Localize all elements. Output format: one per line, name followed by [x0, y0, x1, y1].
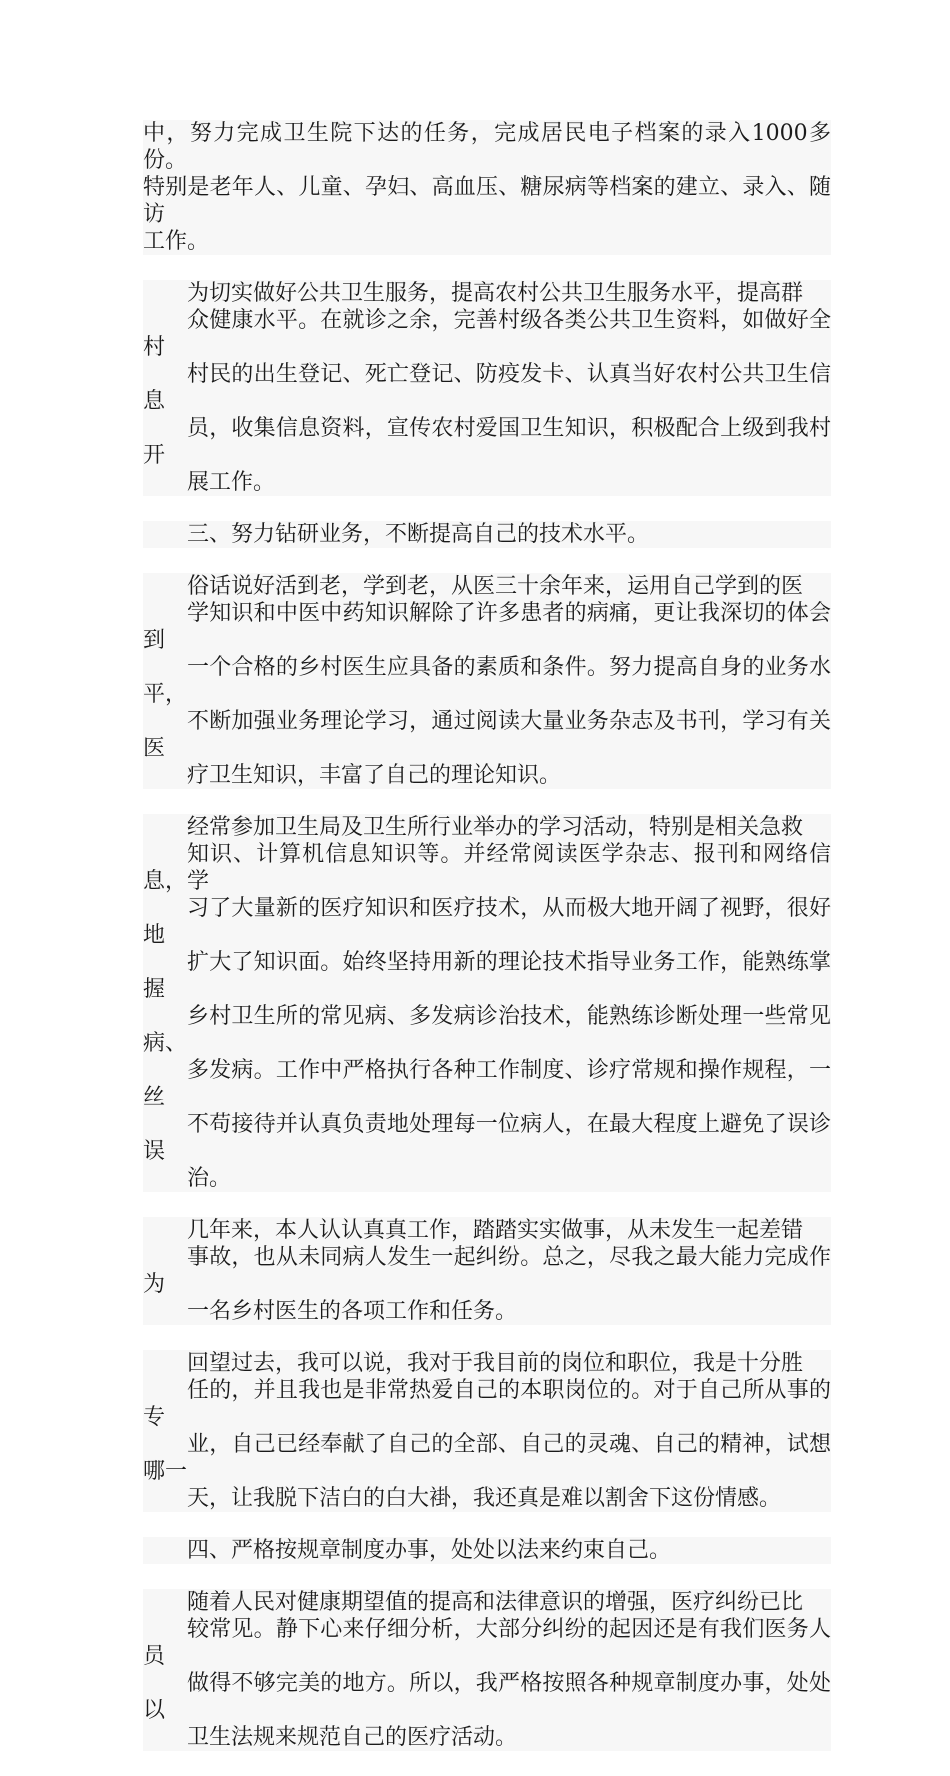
text-line: 为切实做好公共卫生服务，提高农村公共卫生服务水平，提高群	[187, 281, 804, 306]
paragraph	[143, 1217, 831, 1325]
text-line: 卫生法规来规范自己的医疗活动。	[187, 1725, 518, 1750]
text-line: 俗话说好活到老，学到老，从医三十余年来，运用自己学到的医	[187, 574, 804, 599]
text-line: 众健康水平。在就诊之余，完善村级各类公共卫生资料，如做好全村	[143, 308, 831, 360]
text-line: 习了大量新的医疗知识和医疗技术，从而极大地开阔了视野，很好地	[143, 896, 831, 948]
text-line: 扩大了知识面。始终坚持用新的理论技术指导业务工作，能熟练掌握	[143, 950, 831, 1002]
text-line: 中，努力完成卫生院下达的任务，完成居民电子档案的录入1000多份。	[143, 121, 831, 173]
paragraph	[143, 573, 831, 789]
paragraph	[143, 1350, 831, 1512]
section-heading	[143, 1537, 831, 1564]
paragraph	[143, 1589, 831, 1751]
text-line: 员，收集信息资料，宣传农村爱国卫生知识，积极配合上级到我村开	[143, 416, 831, 468]
text-line: 村民的出生登记、死亡登记、防疫发卡、认真当好农村公共卫生信息	[143, 362, 831, 414]
text-line: 不苟接待并认真负责地处理每一位病人，在最大程度上避免了误诊误	[143, 1112, 831, 1164]
text-line: 多发病。工作中严格执行各种工作制度、诊疗常规和操作规程，一丝	[143, 1058, 831, 1110]
text-line: 乡村卫生所的常见病、多发病诊治技术，能熟练诊断处理一些常见病、	[143, 1004, 831, 1056]
text-line: 几年来，本人认认真真工作，踏踏实实做事，从未发生一起差错	[187, 1218, 804, 1243]
text-line: 疗卫生知识，丰富了自己的理论知识。	[187, 763, 562, 788]
text-line: 做得不够完美的地方。所以，我严格按照各种规章制度办事，处处以	[143, 1671, 831, 1723]
text-line: 四、严格按规章制度办事，处处以法来约束自己。	[187, 1538, 672, 1563]
text-line: 一名乡村医生的各项工作和任务。	[187, 1299, 518, 1324]
text-line: 任的，并且我也是非常热爱自己的本职岗位的。对于自己所从事的专	[143, 1378, 831, 1430]
text-line: 经常参加卫生局及卫生所行业举办的学习活动，特别是相关急救	[187, 815, 804, 840]
text-line: 三、努力钻研业务，不断提高自己的技术水平。	[187, 522, 650, 547]
text-line: 随着人民对健康期望值的提高和法律意识的增强，医疗纠纷已比	[187, 1590, 804, 1615]
text-line: 不断加强业务理论学习，通过阅读大量业务杂志及书刊，学习有关医	[143, 709, 831, 761]
text-line: 一个合格的乡村医生应具备的素质和条件。努力提高自身的业务水平，	[143, 655, 831, 707]
paragraph	[143, 814, 831, 1192]
paragraph	[143, 280, 831, 496]
text-line: 学知识和中医中药知识解除了许多患者的病痛，更让我深切的体会到	[143, 601, 831, 653]
text-line: 较常见。静下心来仔细分析，大部分纠纷的起因还是有我们医务人员	[143, 1617, 831, 1669]
text-line: 工作。	[143, 229, 210, 254]
text-line: 天，让我脱下洁白的白大褂，我还真是难以割舍下这份情感。	[187, 1486, 782, 1511]
text-line: 业，自己已经奉献了自己的全部、自己的灵魂、自己的精神，试想哪一	[143, 1432, 831, 1484]
text-line: 事故，也从未同病人发生一起纠纷。总之，尽我之最大能力完成作为	[143, 1245, 831, 1297]
text-line: 特别是老年人、儿童、孕妇、高血压、糖尿病等档案的建立、录入、随访	[143, 175, 831, 227]
document-page	[143, 120, 831, 1776]
paragraph	[143, 120, 831, 255]
text-line: 治。	[187, 1166, 232, 1191]
text-line: 展工作。	[187, 470, 276, 495]
text-line: 回望过去，我可以说，我对于我目前的岗位和职位，我是十分胜	[187, 1351, 804, 1376]
text-line: 知识、计算机信息知识等。并经常阅读医学杂志、报刊和网络信息，学	[143, 842, 831, 894]
section-heading	[143, 521, 831, 548]
